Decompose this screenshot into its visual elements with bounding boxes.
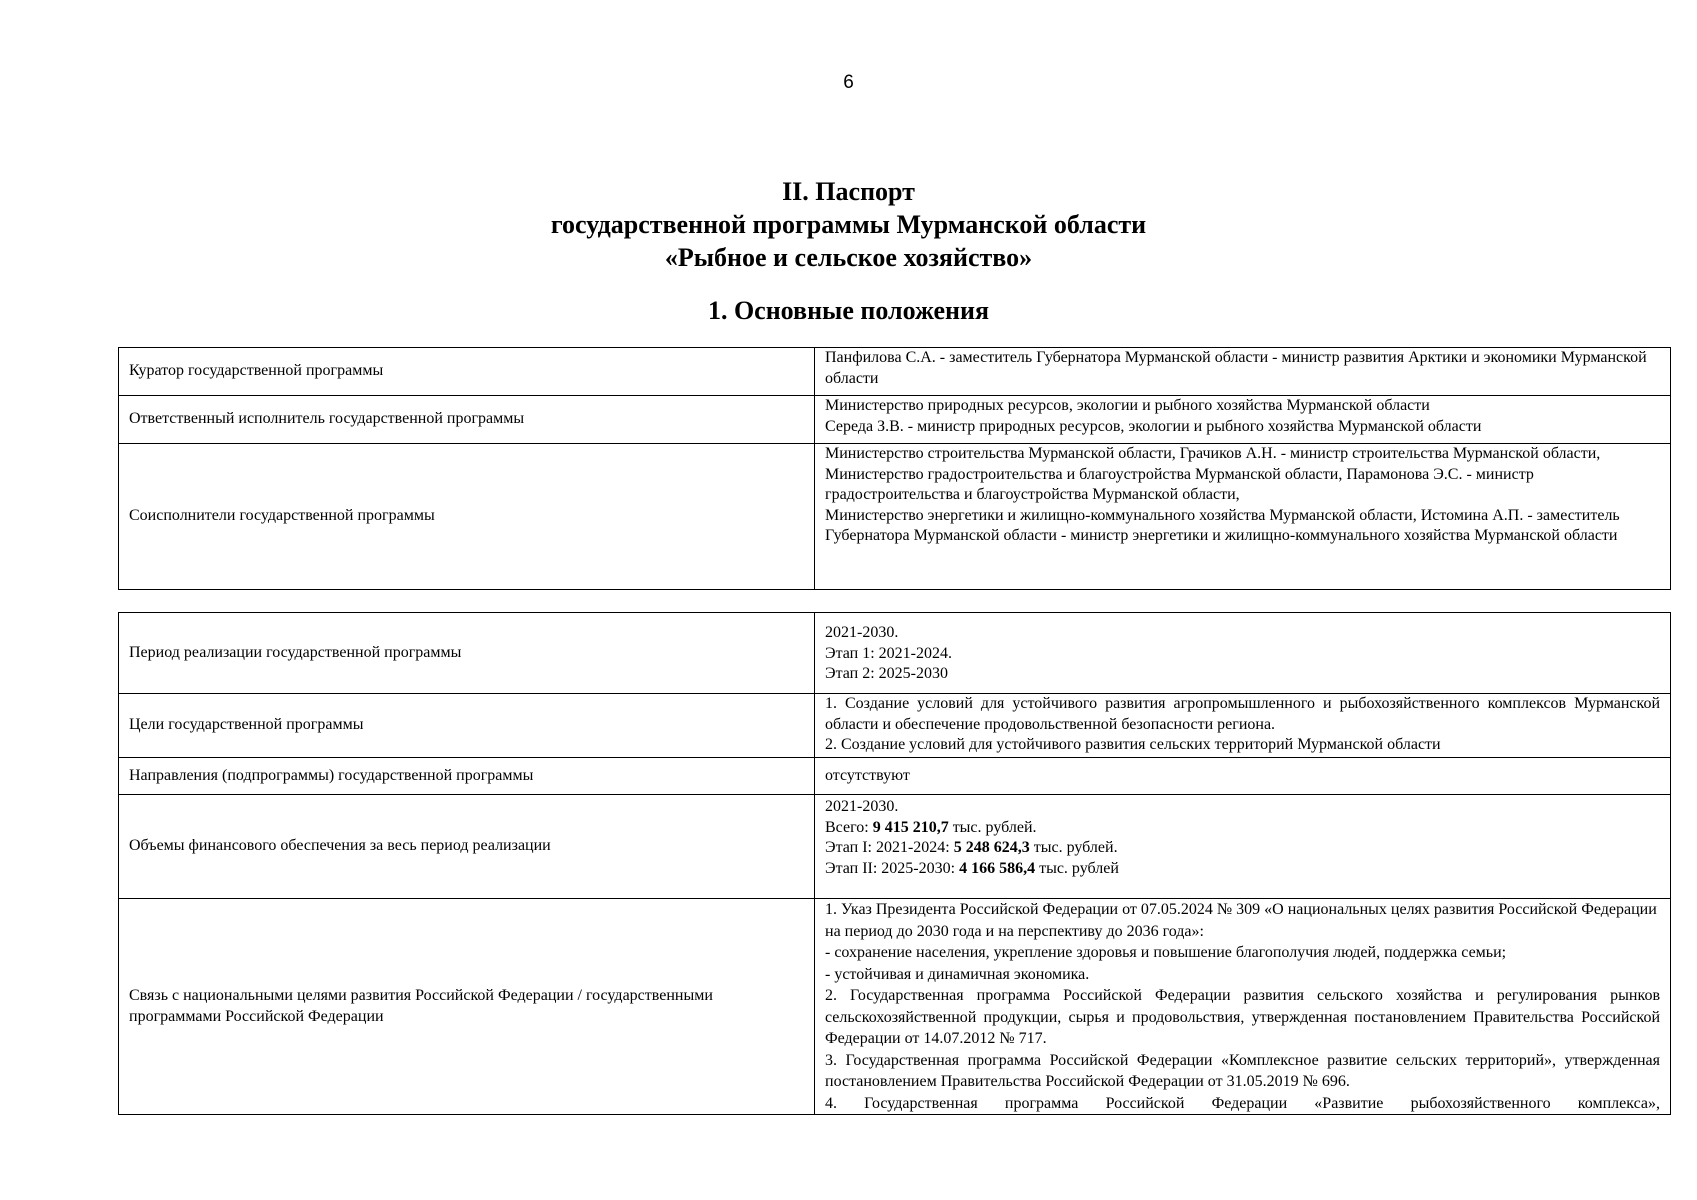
value-line: Министерство градостроительства и благоустройства Мурманской области, Парамонова Э.С. - министр градостроительства и благоустройства Мурманской области,: [825, 465, 1534, 503]
table-row-funding: [119, 795, 1671, 899]
funding-total-amount: 9 415 210,7: [872, 818, 949, 836]
value-line: 2. Государственная программа Российской Федерации развития сельского хозяйства и регулирования рынков сельскохозяйственной продукции, сырья и продовольствия, утвержденная постановлением Правительства Российской Федерации от 14.07.2012 № 717.: [825, 987, 1660, 1047]
row-label: Куратор государственной программы: [119, 348, 815, 396]
funding-total-suffix: тыс. рублей.: [948, 818, 1037, 836]
value-line: 2. Создание условий для устойчивого развития сельских территорий Мурманской области: [825, 736, 1441, 753]
funding-stage2-amount: 4 166 586,4: [959, 859, 1036, 877]
value-line: Этап 1: 2021-2024.: [825, 644, 952, 662]
value-line: Этап 2: 2025-2030: [825, 665, 948, 682]
funding-stage2-prefix: Этап II: 2025-2030:: [825, 859, 960, 877]
value-line: Министерство природных ресурсов, экологии и рыбного хозяйства Мурманской области: [825, 397, 1430, 414]
row-label: Направления (подпрограммы) государственной программы: [119, 758, 815, 795]
row-value: [815, 396, 1671, 444]
funding-total: [825, 818, 1660, 839]
value-line: Середа З.В. - министр природных ресурсов, экологии и рыбного хозяйства Мурманской области: [825, 417, 1482, 435]
section-title: 1. Основные положения: [707, 296, 990, 325]
funding-stage1-amount: 5 248 624,3: [953, 839, 1030, 856]
funding-total-prefix: Всего:: [825, 818, 873, 836]
value-line: 2021-2030.: [825, 624, 899, 641]
funding-stage1-prefix: Этап I: 2021-2024:: [825, 839, 954, 856]
table-row-goals: [119, 694, 1671, 758]
row-label: Связь с национальными целями развития Российской Федерации / государственными программами Российской Федерации: [119, 899, 815, 1115]
value-line: - сохранение населения, укрепление здоровья и повышение благополучия людей, поддержка семьи;: [825, 944, 1507, 961]
heading-line-1: II. Паспорт: [782, 177, 915, 206]
table-row-national-goals: [119, 899, 1671, 1115]
funding-stage-2: [825, 859, 1660, 880]
value-line: 3. Государственная программа Российской Федерации «Комплексное развитие сельских территорий», утвержденная постановлением Правительства Российской Федерации от 31.05.2019 № 696.: [825, 1051, 1660, 1090]
value-line: 1. Создание условий для устойчивого развития агропромышленного и рыбохозяйственного комплексов Мурманской области и обеспечение продовольственной безопасности региона.: [825, 695, 1660, 733]
row-value: [815, 444, 1671, 590]
funding-period: 2021-2030.: [825, 798, 899, 815]
table-row-directions: [119, 758, 1671, 795]
row-label: Ответственный исполнитель государственной программы: [119, 396, 815, 444]
document-heading: [0, 175, 1697, 274]
row-value: [815, 694, 1671, 758]
table-row-coexecutors: [119, 444, 1671, 590]
value-line: Министерство энергетики и жилищно-коммунального хозяйства Мурманской области, Истомина А.П. - заместитель Губернатора Мурманской области - министр энергетики и жилищно-коммунального хозяйства Мурманской области: [825, 506, 1620, 544]
row-value: [815, 795, 1671, 899]
value-line: Министерство строительства Мурманской области, Грачиков А.Н. - министр строительства Мурманской области,: [825, 445, 1601, 462]
row-value: [815, 899, 1671, 1115]
table-row-period: [119, 613, 1671, 694]
row-label: Соисполнители государственной программы: [119, 444, 815, 590]
passport-table-details: [118, 612, 1671, 1115]
passport-table-main: [118, 347, 1671, 590]
value-line: - устойчивая и динамичная экономика.: [825, 965, 1090, 983]
funding-stage2-suffix: тыс. рублей: [1035, 859, 1119, 877]
row-label: Цели государственной программы: [119, 694, 815, 758]
value-line: 4. Государственная программа Российской Федерации «Развитие рыбохозяйственного комплекса»,: [825, 1094, 1660, 1112]
table-row-curator: [119, 348, 1671, 396]
table-row-executor: [119, 396, 1671, 444]
row-value: отсутствуют: [815, 758, 1671, 795]
row-label: Объемы финансового обеспечения за весь период реализации: [119, 795, 815, 899]
row-value: [815, 613, 1671, 694]
value-line: 1. Указ Президента Российской Федерации от 07.05.2024 № 309 «О национальных целях развития Российской Федерации на период до 2030 года и на перспективу до 2036 года»:: [825, 901, 1657, 940]
row-value: Панфилова С.А. - заместитель Губернатора Мурманской области - министр развития Арктики и экономики Мурманской области: [815, 348, 1671, 396]
row-label: Период реализации государственной программы: [119, 613, 815, 694]
heading-line-2: государственной программы Мурманской области: [550, 210, 1147, 239]
funding-stage1-suffix: тыс. рублей.: [1029, 839, 1118, 856]
funding-stage-1: [825, 838, 1660, 859]
page-number: 6: [843, 72, 854, 93]
heading-line-3: «Рыбное и сельское хозяйство»: [664, 243, 1033, 272]
